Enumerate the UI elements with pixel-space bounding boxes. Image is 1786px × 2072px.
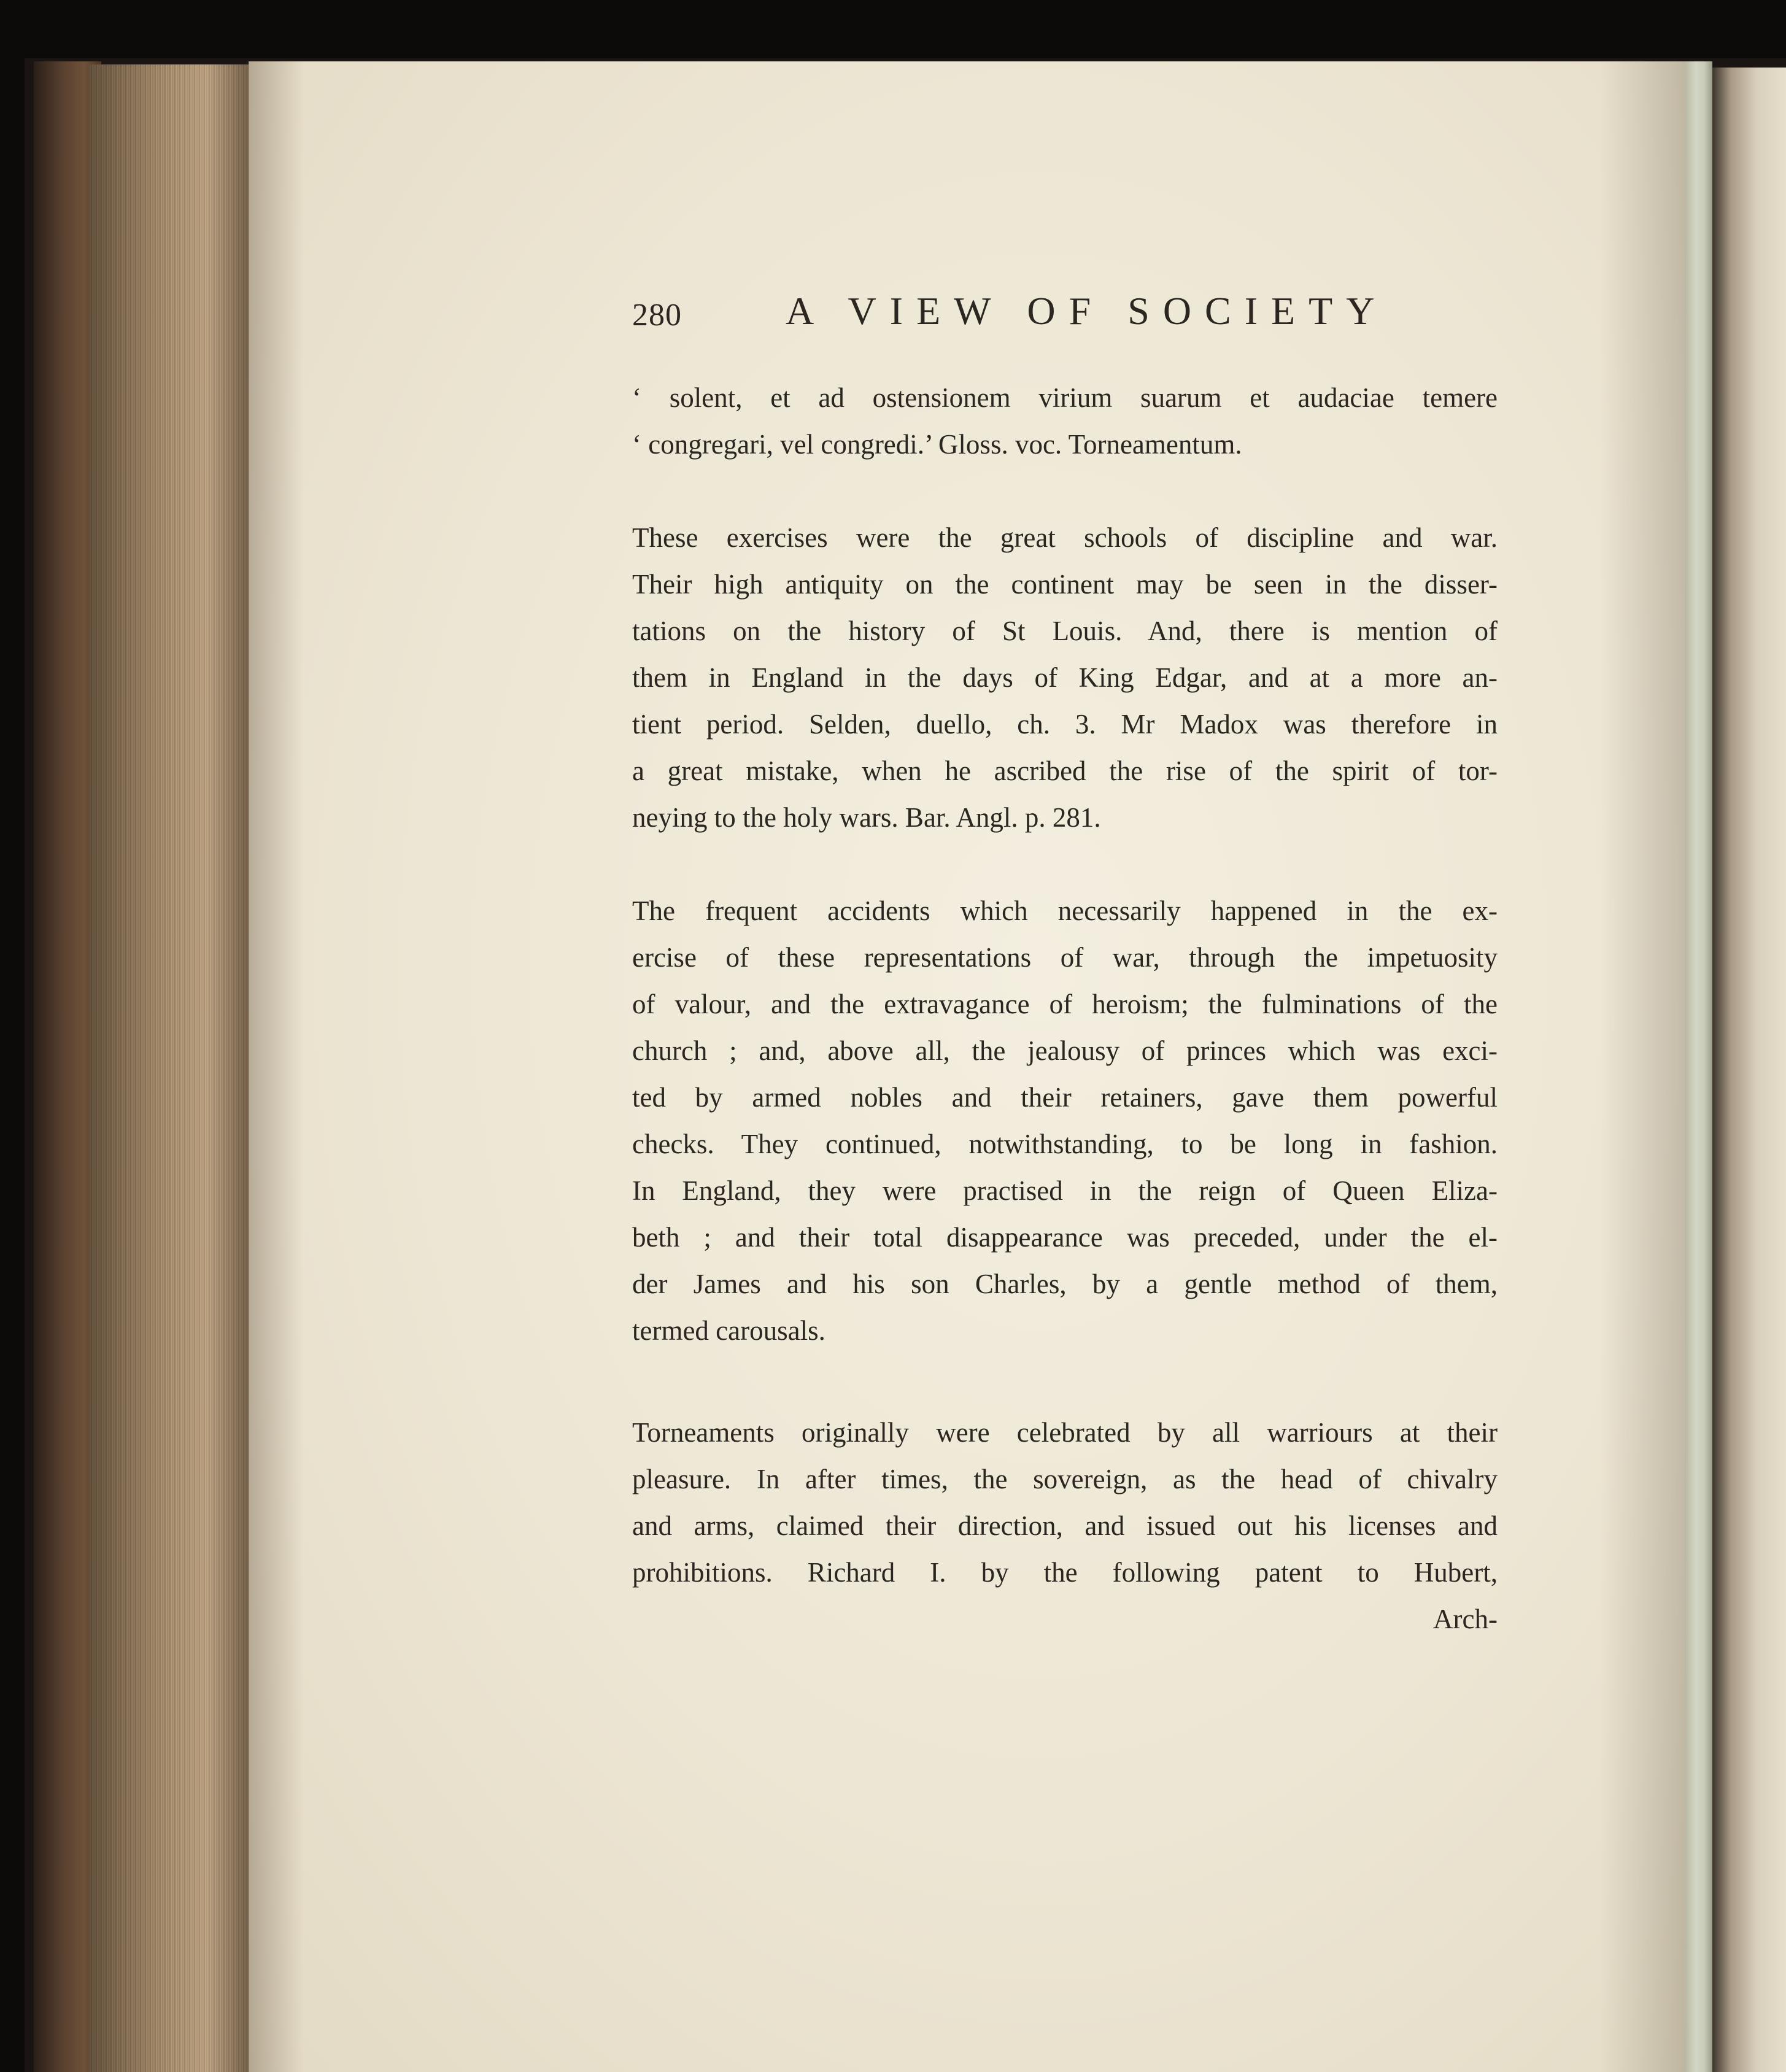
text-line: tient period. Selden, duello, ch. 3. Mr Madox was therefore in	[632, 709, 1498, 740]
text-line: In England, they were practised in the reign of Queen Eliza-	[632, 1175, 1498, 1206]
text-line: ted by armed nobles and their retainers, gave them powerful	[632, 1082, 1498, 1113]
catchword: Arch-	[1433, 1604, 1498, 1634]
text-line: beth ; and their total disappearance was preceded, under the el-	[632, 1222, 1498, 1253]
text-line: church ; and, above all, the jealousy of princes which was exci-	[632, 1035, 1498, 1066]
text-line: them in England in the days of King Edgar, and at a more an-	[632, 662, 1498, 693]
paragraph-exercises	[632, 514, 1498, 841]
text-line: Their high antiquity on the continent may be seen in the disser-	[632, 569, 1498, 600]
paragraph-gap	[632, 468, 1498, 514]
running-head-title: A VIEW OF SOCIETY	[786, 289, 1388, 333]
facing-page-edge	[1712, 68, 1786, 2072]
text-line: neying to the holy wars. Bar. Angl. p. 281.	[632, 802, 1101, 833]
text-line: of valour, and the extravagance of heroism; the fulminations of the	[632, 989, 1498, 1019]
text-line: ‘ solent, et ad ostensionem virium suarum et audaciae temere	[632, 382, 1498, 413]
text-line: prohibitions. Richard I. by the following patent to Hubert,	[632, 1557, 1498, 1588]
text-line: checks. They continued, notwithstanding, to be long in fashion.	[632, 1129, 1498, 1159]
text-line: These exercises were the great schools of discipline and war.	[632, 522, 1498, 553]
text-line: ‘ congregari, vel congredi.’ Gloss. voc. Torneamentum.	[632, 429, 1242, 460]
text-line: and arms, claimed their direction, and issued out his licenses and	[632, 1510, 1498, 1541]
running-head	[632, 288, 1498, 350]
paragraph-accidents	[632, 887, 1498, 1354]
page-text	[632, 288, 1498, 1642]
paragraph-gap	[632, 1354, 1498, 1409]
text-line: termed carousals.	[632, 1315, 825, 1346]
text-line: pleasure. In after times, the sovereign, as the head of chivalry	[632, 1464, 1498, 1494]
text-line: The frequent accidents which necessarily happened in the ex-	[632, 895, 1498, 926]
paragraph-torneaments	[632, 1409, 1498, 1596]
text-line: a great mistake, when he ascribed the rise of the spirit of tor-	[632, 756, 1498, 786]
text-line: der James and his son Charles, by a gentle method of them,	[632, 1269, 1498, 1299]
page-block-edges	[89, 64, 258, 2072]
paragraph-gap	[632, 841, 1498, 887]
book-gutter	[1685, 61, 1712, 2072]
text-line: ercise of these representations of war, through the impetuosity	[632, 942, 1498, 973]
text-line: Torneaments originally were celebrated by all warriours at their	[632, 1417, 1498, 1448]
paragraph-quote-end	[632, 374, 1498, 468]
page-number: 280	[632, 298, 682, 333]
text-line: tations on the history of St Louis. And, there is mention of	[632, 616, 1498, 646]
